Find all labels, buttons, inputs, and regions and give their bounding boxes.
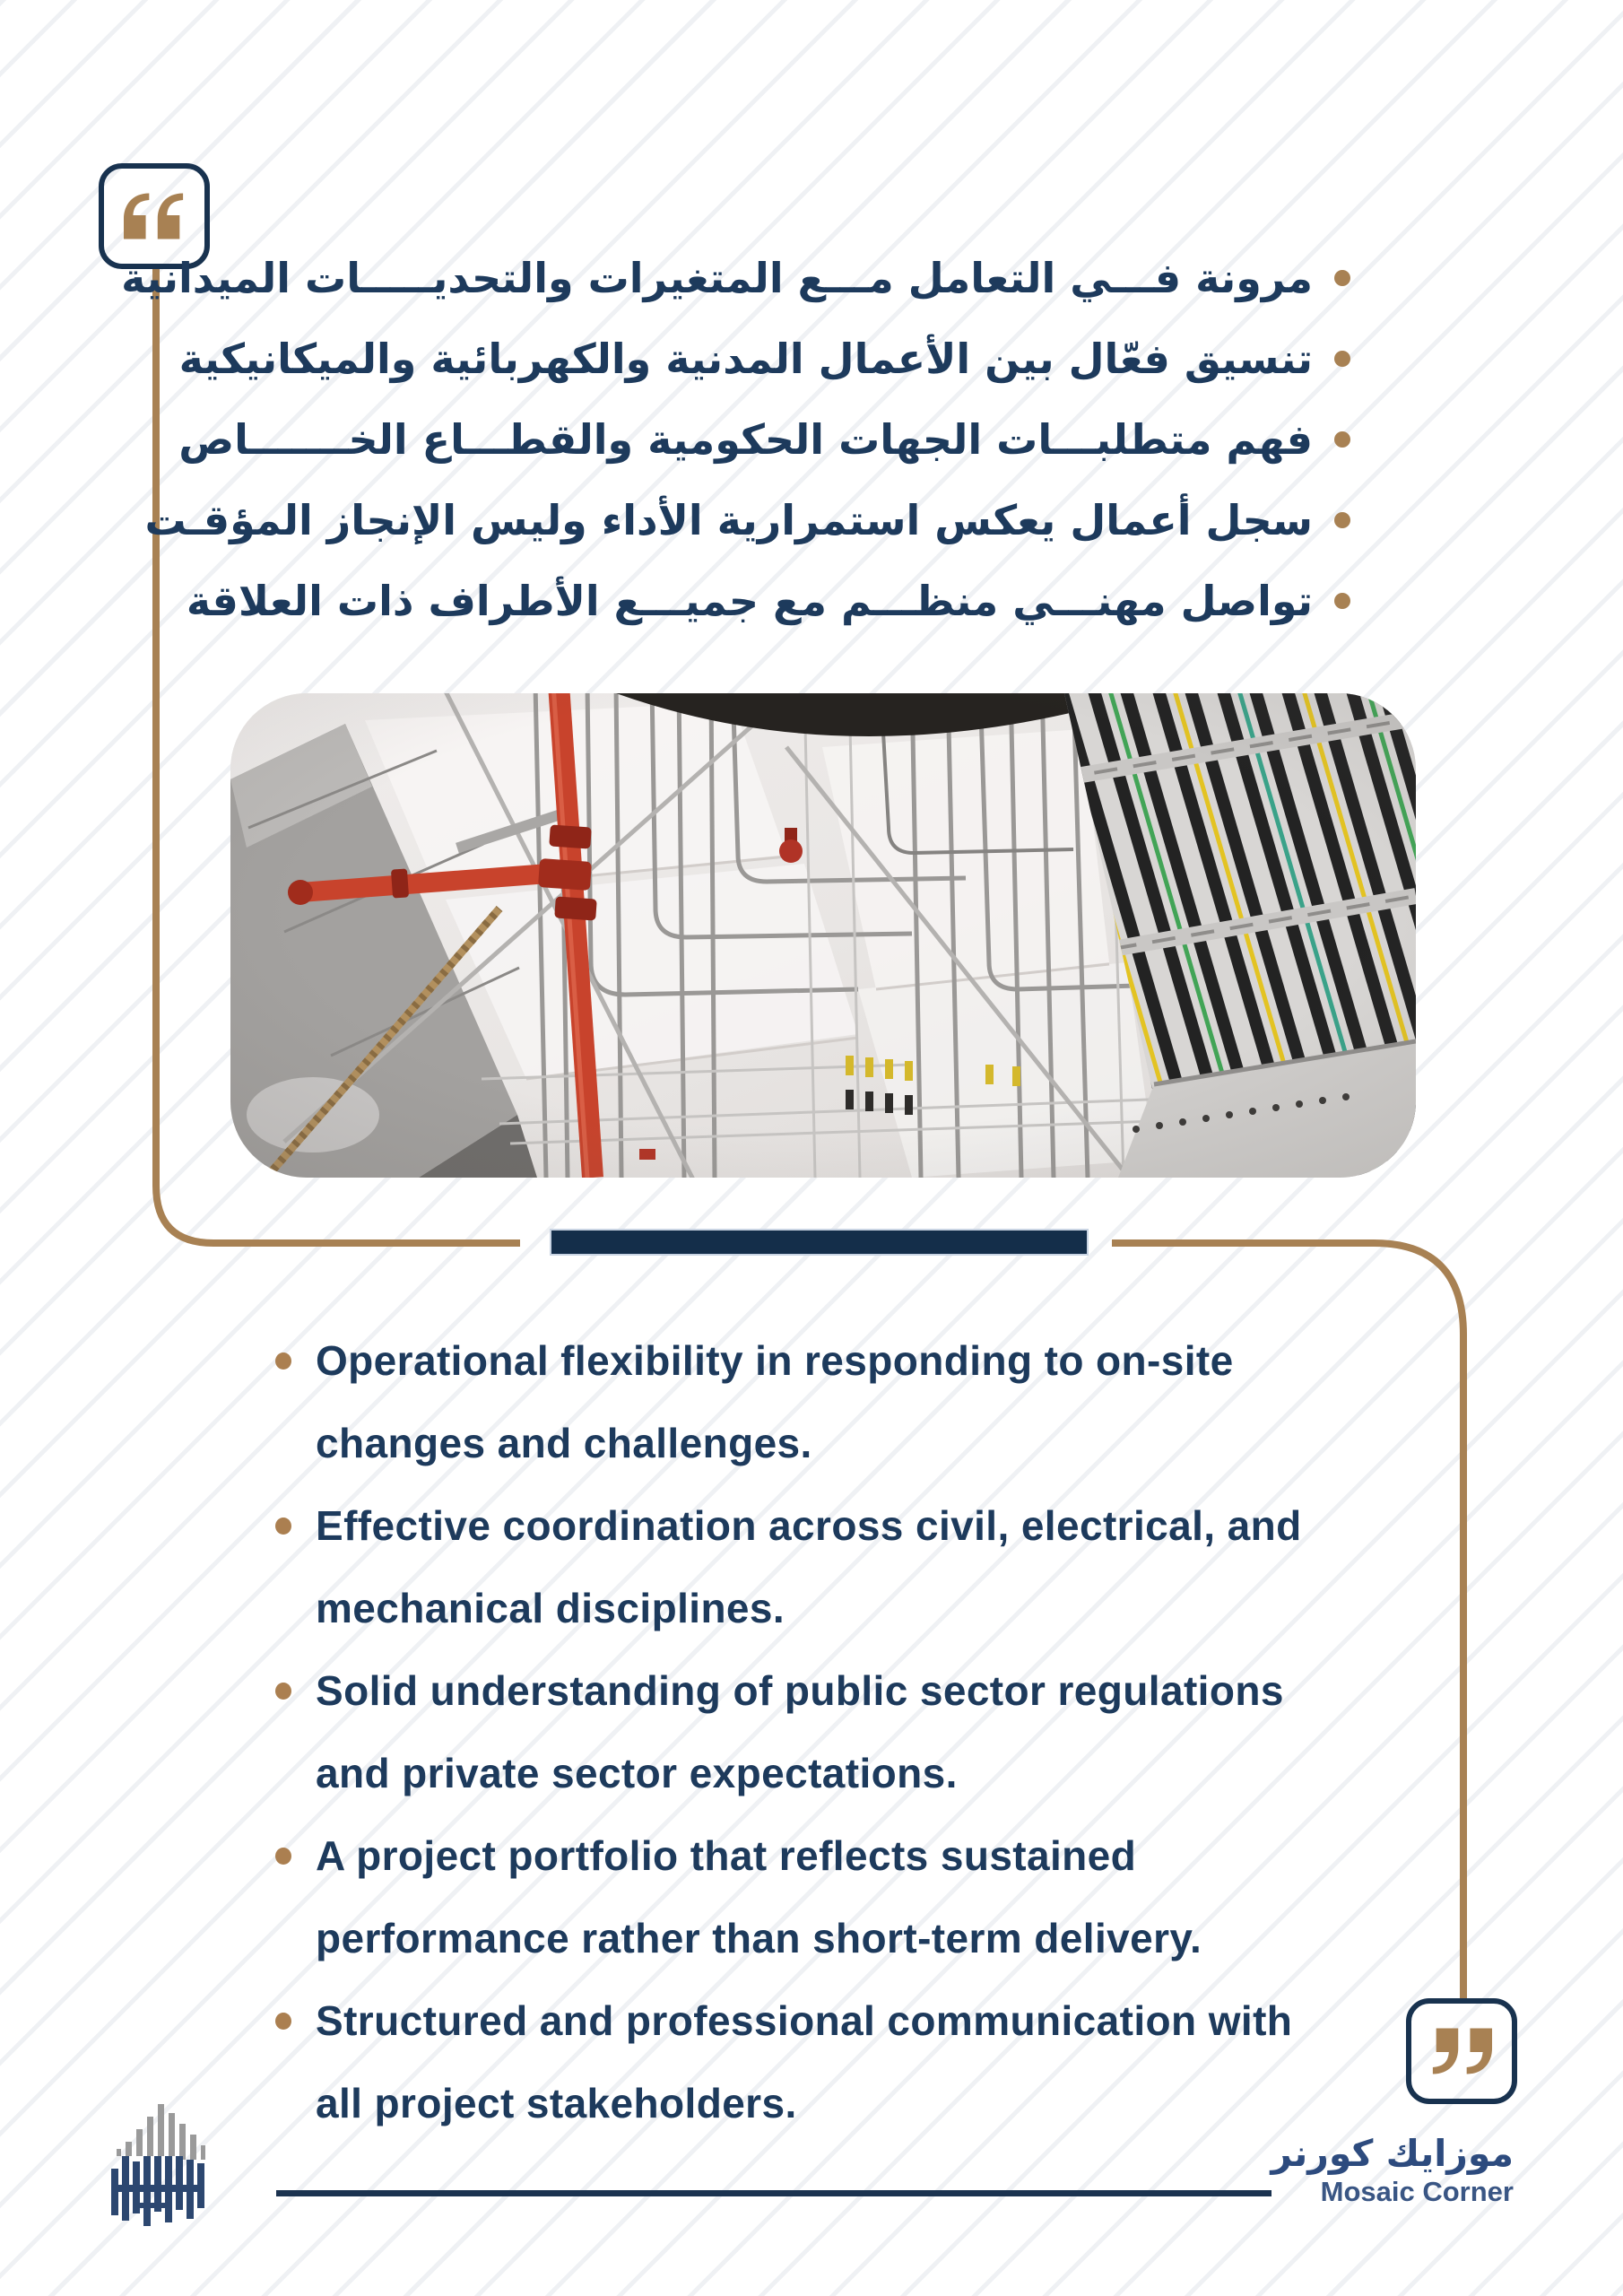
list-item (275, 1814, 1405, 1979)
bullet-dot-icon (1334, 351, 1350, 367)
bullet-dot-icon (275, 2013, 291, 2030)
list-item (275, 1979, 1405, 2144)
close-quote-icon (1431, 2028, 1492, 2074)
bullet-dot-icon (1334, 431, 1350, 448)
english-bullet-line: Effective coordination across civil, electrical, and (316, 1502, 1302, 1549)
arabic-bullet-text: فهم متطلبـــات الجهات الحكومية والقطـــاع الخـــــــاص (178, 415, 1313, 464)
english-bullet-line: changes and challenges. (316, 1420, 812, 1466)
list-item (121, 238, 1350, 318)
list-item (275, 1649, 1405, 1814)
english-bullet-line: A project portfolio that reflects sustained (316, 1832, 1137, 1879)
bullet-dot-icon (1334, 512, 1350, 528)
ceiling-mep-photo (230, 693, 1416, 1178)
open-quote-icon (124, 193, 185, 239)
bullet-dot-icon (1334, 270, 1350, 286)
bullet-dot-icon (275, 1683, 291, 1700)
english-bullet-line: Structured and professional communication with (316, 1997, 1293, 2044)
arabic-bullet-text: سجل أعمال يعكس استمرارية الأداء وليس الإنجاز المؤقـت (144, 496, 1313, 544)
english-bullet-line: Operational flexibility in responding to on-site (316, 1337, 1234, 1384)
english-bullet-line: and private sector expectations. (316, 1750, 958, 1796)
footer-divider-line (276, 2190, 1271, 2196)
brand-block (1271, 2133, 1514, 2207)
arabic-bullet-text: تنسيق فعّال بين الأعمال المدنية والكهربائية والميكانيكية (178, 335, 1313, 383)
english-bullet-line: performance rather than short-term delivery. (316, 1915, 1202, 1961)
english-bullet-line: all project stakeholders. (316, 2080, 797, 2126)
bullet-dot-icon (275, 1352, 291, 1370)
list-item (275, 1484, 1405, 1649)
close-quote-box (1406, 1998, 1517, 2104)
list-item (178, 399, 1350, 480)
list-item (275, 1319, 1405, 1484)
list-item (144, 480, 1350, 561)
brand-name-arabic: موزايك كورنر (1271, 2132, 1514, 2175)
list-item (178, 318, 1350, 399)
arabic-bullet-text: مرونة فـــي التعامل مـــع المتغيرات والتحديـــــات الميدانية (121, 254, 1313, 302)
brand-name-english: Mosaic Corner (1320, 2176, 1514, 2208)
bullet-dot-icon (275, 1518, 291, 1535)
section-divider-bar (551, 1231, 1087, 1254)
arabic-bullet-text: تواصل مهنـــي منظـــم مع جميـــع الأطراف ذات العلاقة (186, 577, 1313, 625)
english-bullet-line: mechanical disciplines. (316, 1585, 785, 1631)
arabic-bullet-list (121, 238, 1350, 641)
bullet-dot-icon (1334, 593, 1350, 609)
bullet-dot-icon (275, 1848, 291, 1865)
english-bullet-list (275, 1319, 1405, 2144)
list-item (186, 561, 1350, 641)
mosaic-corner-logo (99, 2099, 224, 2235)
english-bullet-line: Solid understanding of public sector regulations (316, 1667, 1284, 1714)
